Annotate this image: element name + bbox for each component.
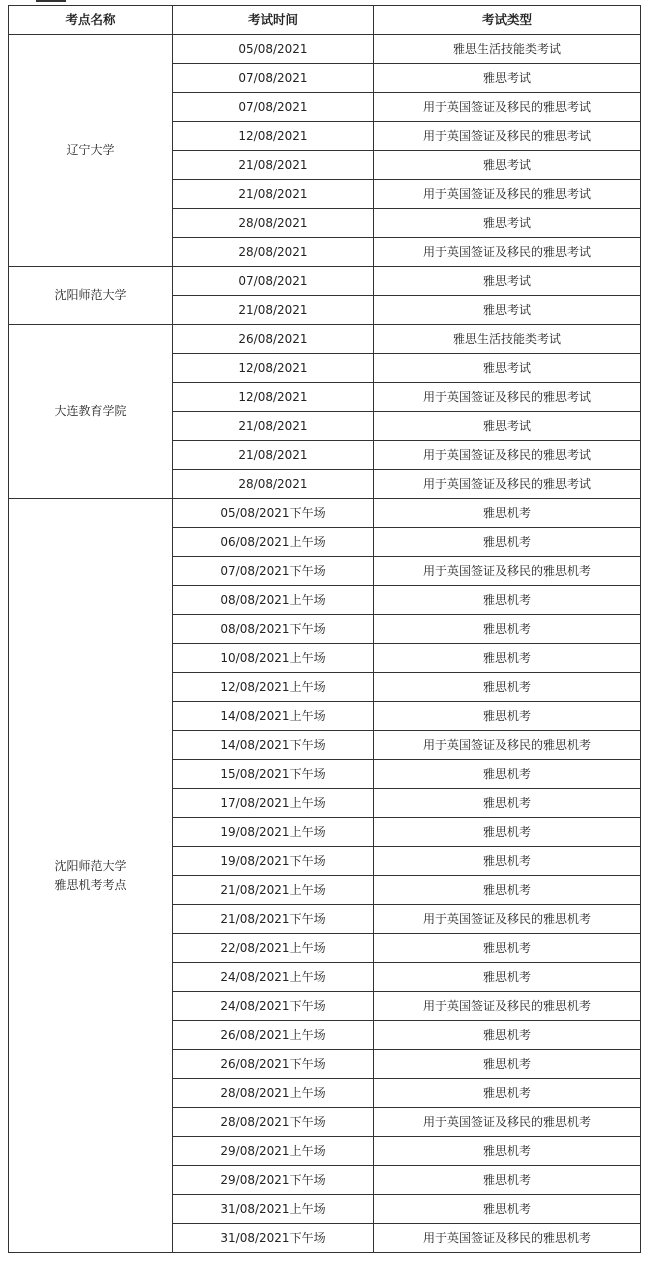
exam-type-cell: 用于英国签证及移民的雅思机考 xyxy=(374,1224,641,1253)
header-time: 考试时间 xyxy=(173,6,374,35)
exam-date-cell: 31/08/2021下午场 xyxy=(173,1224,374,1253)
exam-type-cell: 雅思生活技能类考试 xyxy=(374,35,641,64)
site-name-line: 雅思机考考点 xyxy=(54,877,127,892)
site-name-cell xyxy=(9,325,173,499)
exam-date-cell: 14/08/2021上午场 xyxy=(173,702,374,731)
exam-date-cell: 24/08/2021下午场 xyxy=(173,992,374,1021)
header-site: 考点名称 xyxy=(9,6,173,35)
exam-type-cell: 用于英国签证及移民的雅思考试 xyxy=(374,238,641,267)
exam-date-cell: 05/08/2021下午场 xyxy=(173,499,374,528)
exam-date-cell: 29/08/2021上午场 xyxy=(173,1137,374,1166)
exam-type-cell: 用于英国签证及移民的雅思机考 xyxy=(374,992,641,1021)
exam-date-cell: 22/08/2021上午场 xyxy=(173,934,374,963)
site-name-line: 沈阳师范大学 xyxy=(54,858,127,873)
exam-type-cell: 雅思机考 xyxy=(374,615,641,644)
exam-date-cell: 28/08/2021下午场 xyxy=(173,1108,374,1137)
exam-type-cell: 雅思机考 xyxy=(374,644,641,673)
table-row xyxy=(9,267,641,296)
exam-type-cell: 雅思机考 xyxy=(374,702,641,731)
exam-date-cell: 26/08/2021上午场 xyxy=(173,1021,374,1050)
exam-date-cell: 26/08/2021 xyxy=(173,325,374,354)
exam-schedule-table xyxy=(8,5,641,1253)
exam-type-cell: 雅思机考 xyxy=(374,1050,641,1079)
exam-type-cell: 雅思考试 xyxy=(374,209,641,238)
exam-type-cell: 雅思机考 xyxy=(374,499,641,528)
exam-type-cell: 用于英国签证及移民的雅思考试 xyxy=(374,470,641,499)
exam-date-cell: 24/08/2021上午场 xyxy=(173,963,374,992)
exam-date-cell: 12/08/2021 xyxy=(173,383,374,412)
exam-type-cell: 雅思机考 xyxy=(374,963,641,992)
exam-type-cell: 用于英国签证及移民的雅思考试 xyxy=(374,441,641,470)
exam-date-cell: 12/08/2021上午场 xyxy=(173,673,374,702)
exam-date-cell: 07/08/2021 xyxy=(173,93,374,122)
exam-type-cell: 雅思机考 xyxy=(374,818,641,847)
exam-type-cell: 雅思机考 xyxy=(374,934,641,963)
exam-date-cell: 21/08/2021 xyxy=(173,180,374,209)
exam-date-cell: 28/08/2021 xyxy=(173,470,374,499)
exam-type-cell: 雅思考试 xyxy=(374,64,641,93)
exam-type-cell: 雅思考试 xyxy=(374,296,641,325)
exam-date-cell: 21/08/2021 xyxy=(173,151,374,180)
exam-date-cell: 12/08/2021 xyxy=(173,354,374,383)
exam-type-cell: 用于英国签证及移民的雅思考试 xyxy=(374,383,641,412)
exam-date-cell: 28/08/2021 xyxy=(173,209,374,238)
exam-date-cell: 21/08/2021上午场 xyxy=(173,876,374,905)
exam-type-cell: 雅思机考 xyxy=(374,789,641,818)
exam-date-cell: 10/08/2021上午场 xyxy=(173,644,374,673)
exam-date-cell: 21/08/2021 xyxy=(173,296,374,325)
exam-type-cell: 用于英国签证及移民的雅思机考 xyxy=(374,731,641,760)
exam-type-cell: 雅思机考 xyxy=(374,1195,641,1224)
exam-date-cell: 28/08/2021 xyxy=(173,238,374,267)
exam-date-cell: 31/08/2021上午场 xyxy=(173,1195,374,1224)
exam-type-cell: 用于英国签证及移民的雅思考试 xyxy=(374,122,641,151)
exam-type-cell: 用于英国签证及移民的雅思机考 xyxy=(374,1108,641,1137)
header-row xyxy=(9,6,641,35)
exam-date-cell: 14/08/2021下午场 xyxy=(173,731,374,760)
site-name-cell xyxy=(9,499,173,1253)
exam-date-cell: 07/08/2021 xyxy=(173,64,374,93)
table-row xyxy=(9,35,641,64)
exam-date-cell: 12/08/2021 xyxy=(173,122,374,151)
exam-type-cell: 雅思考试 xyxy=(374,151,641,180)
exam-type-cell: 雅思考试 xyxy=(374,412,641,441)
exam-date-cell: 15/08/2021下午场 xyxy=(173,760,374,789)
exam-date-cell: 07/08/2021下午场 xyxy=(173,557,374,586)
exam-type-cell: 雅思考试 xyxy=(374,354,641,383)
exam-type-cell: 雅思机考 xyxy=(374,1079,641,1108)
exam-type-cell: 雅思机考 xyxy=(374,876,641,905)
exam-date-cell: 28/08/2021上午场 xyxy=(173,1079,374,1108)
exam-date-cell: 08/08/2021上午场 xyxy=(173,586,374,615)
exam-type-cell: 雅思机考 xyxy=(374,586,641,615)
exam-type-cell: 雅思机考 xyxy=(374,760,641,789)
exam-date-cell: 07/08/2021 xyxy=(173,267,374,296)
exam-type-cell: 雅思机考 xyxy=(374,1137,641,1166)
exam-type-cell: 雅思机考 xyxy=(374,1021,641,1050)
site-name-line: 沈阳师范大学 xyxy=(54,288,127,302)
table-header xyxy=(9,6,641,35)
exam-date-cell: 17/08/2021上午场 xyxy=(173,789,374,818)
exam-date-cell: 19/08/2021上午场 xyxy=(173,818,374,847)
exam-date-cell: 19/08/2021下午场 xyxy=(173,847,374,876)
exam-date-cell: 21/08/2021下午场 xyxy=(173,905,374,934)
exam-type-cell: 雅思机考 xyxy=(374,847,641,876)
exam-type-cell: 用于英国签证及移民的雅思机考 xyxy=(374,905,641,934)
exam-date-cell: 29/08/2021下午场 xyxy=(173,1166,374,1195)
exam-type-cell: 雅思机考 xyxy=(374,673,641,702)
exam-date-cell: 06/08/2021上午场 xyxy=(173,528,374,557)
exam-type-cell: 雅思生活技能类考试 xyxy=(374,325,641,354)
exam-date-cell: 05/08/2021 xyxy=(173,35,374,64)
table-row xyxy=(9,325,641,354)
exam-type-cell: 用于英国签证及移民的雅思考试 xyxy=(374,180,641,209)
exam-date-cell: 08/08/2021下午场 xyxy=(173,615,374,644)
site-name-line: 大连教育学院 xyxy=(54,404,127,418)
exam-date-cell: 21/08/2021 xyxy=(173,412,374,441)
exam-date-cell: 26/08/2021下午场 xyxy=(173,1050,374,1079)
exam-type-cell: 雅思考试 xyxy=(374,267,641,296)
site-name-cell xyxy=(9,267,173,325)
exam-date-cell: 21/08/2021 xyxy=(173,441,374,470)
table-row xyxy=(9,499,641,528)
exam-type-cell: 雅思机考 xyxy=(374,528,641,557)
site-name-cell xyxy=(9,35,173,267)
exam-type-cell: 雅思机考 xyxy=(374,1166,641,1195)
table-body xyxy=(9,35,641,1253)
header-type: 考试类型 xyxy=(374,6,641,35)
exam-type-cell: 用于英国签证及移民的雅思机考 xyxy=(374,557,641,586)
exam-type-cell: 用于英国签证及移民的雅思考试 xyxy=(374,93,641,122)
site-name-line: 辽宁大学 xyxy=(66,143,115,157)
